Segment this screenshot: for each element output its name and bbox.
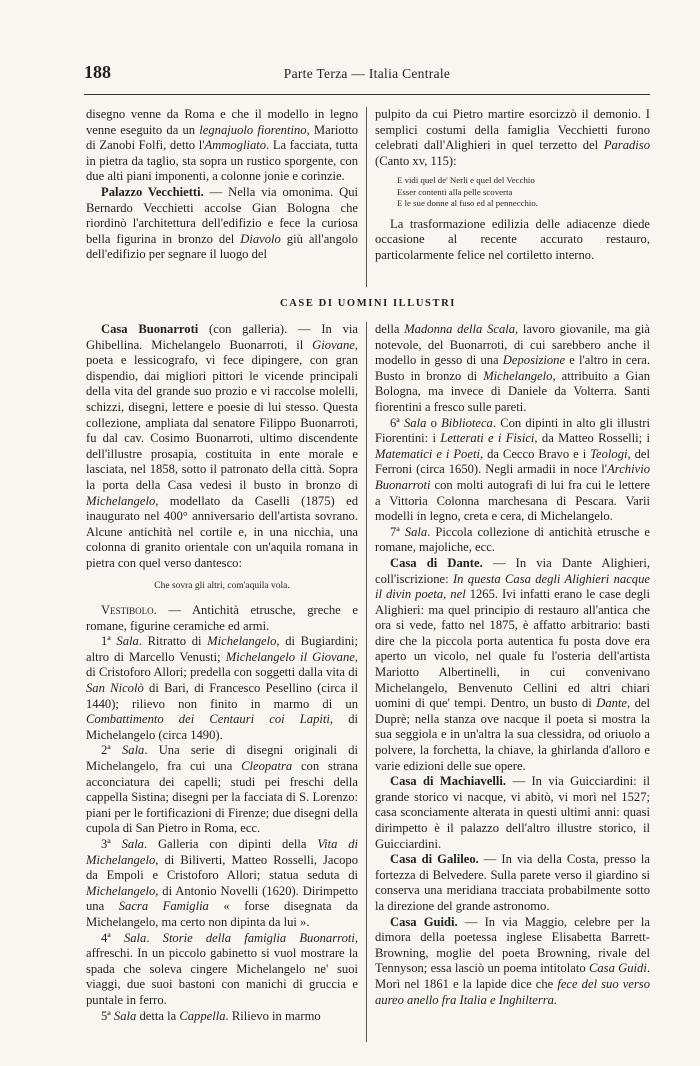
paragraph-sala-1: 1ª Sala. Ritratto di Michelangelo, di Bugiardini; altro di Marcello Venusti; Michelangelo il Giovane, di Cristoforo Allori; predella con soggetti dalla vita di San Nicolò di Bari, di Francesco Pesellino (circa il 1440); rilievo non finito in marmo di un Combattimento dei Centauri coi Lapiti, di Michelangelo (circa 1490). bbox=[86, 634, 358, 742]
bottom-left-column bbox=[86, 322, 358, 1024]
paragraph-sala-4: 4ª Sala. Storie della famiglia Buonarroti, affreschi. In un piccolo gabinetto si vuol mostrare la spada che soleva cingere Michelangelo ne' suoi viaggi, due suoi bastoni con manichi di gruccia e puntale in ferro. bbox=[86, 930, 359, 1007]
verse-quote bbox=[397, 175, 650, 209]
page-header bbox=[84, 62, 650, 86]
section-title: CASE DI UOMINI ILLUSTRI bbox=[280, 298, 456, 309]
paragraph-sala-5: 5ª Sala detta la Cappella. Rilievo in marmo bbox=[101, 1008, 321, 1023]
running-head: Parte Terza — Italia Centrale bbox=[283, 66, 451, 81]
verse-line: Esser contenti alla pelle scoverta bbox=[397, 186, 513, 197]
paragraph-casa-guidi: Casa Guidi. — In via Maggio, celebre per la dimora della poetessa inglese Elisabetta Barrett-Browning, moglie del poeta Browning, rivale del Tennyson; essa lasciò un poema intitolato Casa Guidi. Morì nel 1861 e la lapide dice che fece del suo verso aureo anello fra Italia e Inghilterra. bbox=[375, 914, 651, 1007]
paragraph-pulpito: pulpito da cui Pietro martire esorcizzò il demonio. I semplici costumi della famiglia Vecchietti furono celebrati dall'Alighieri in quel terzetto del Paradiso (Canto xv, 115): bbox=[375, 107, 650, 168]
paragraph-sala-6: 6ª Sala o Biblioteca. Con dipinti in alto gli illustri Fiorentini: i Letterati e i Fisici, da Matteo Rosselli; i Matematici e i Poeti, da Cecco Bravo e i Teologi, del Ferroni (circa 1650). Negli armadii in noce l'Archivio Buonarroti con molti autografi di lui fra cui le lettere a Vittoria Colonna marchesana di Pescara. Varii modelli in legno, creta e cera, di Michelangelo. bbox=[375, 415, 651, 524]
paragraph-sala-2: 2ª Sala. Una serie di disegni originali di Michelangelo, fra cui una Cleopatra con strana acconciatura dei capelli; studi pei freschi della cappella Sistina; disegni per la facciata di S. Lorenzo: piani per le fortificazioni di Firenze; due disegni della cupola di San Pietro in Roma, ecc. bbox=[86, 743, 359, 836]
top-left-column bbox=[86, 107, 358, 263]
header-rule bbox=[84, 94, 650, 95]
paragraph-trasformazione: La trasformazione edilizia delle adiacenze diede occasione al recente accurato restauro, particolarmente felice nel cortiletto interno. bbox=[375, 216, 650, 262]
paragraph-palazzo-vecchietti: Palazzo Vecchietti. — Nella via omonima. Qui Bernardo Vecchietti accolse Gian Bologna che riordinò l'architettura dell'edifizio e fece la curiosa bella figurina in bronzo del Diavolo giù all'angolo dell'edifizio per segnare il luogo del bbox=[86, 184, 358, 262]
paragraph-continuation-madonna: della Madonna della Scala, lavoro giovanile, ma già notevole, del Buonarroti, di cui sarebbero anche il modello in gesso di una Deposizione e l'altro in cera. Busto in bronzo di Michelangelo, attribuito a Gian Bologna, ma invece di Daniele da Volterra. Santi fiorentini a fresco sulle pareti. bbox=[375, 322, 651, 414]
paragraph-casa-di-galileo: Casa di Galileo. — In via della Costa, presso la fortezza di Belvedere. Sulla parete verso il giardino si conserva una meridiana tracciata probabilmente sotto la direzione del grande astronomo. bbox=[375, 852, 651, 913]
verse-line: E le sue donne al fuso ed al pennecchio. bbox=[397, 198, 538, 209]
column-divider-bottom bbox=[366, 322, 367, 1042]
paragraph-continuation: disegno venne da Roma e che il modello in legno venne eseguito da un legnajuolo fiorentino, Mariotto di Zanobi Folfi, detto l'Ammogliato. La facciata, tutta in pietra da taglio, sta sopra un rustico sporgente, con due alti piani imponenti, a colonne jonie e corinzie. bbox=[86, 107, 358, 184]
top-right-column bbox=[375, 107, 650, 263]
paragraph-vestibolo: Vestibolo. — Antichità etrusche, greche e romane, figurine ceramiche ed armi. bbox=[86, 603, 358, 633]
paragraph-casa-di-machiavelli: Casa di Machiavelli. — In via Guicciardini: il grande storico vi nacque, vi abitò, vi morì nel 1527; casa sconciamente alterata in questi ultimi anni: quasi dirimpetto è il palazzo dell'altro illustre storico, il Guicciardini. bbox=[375, 774, 651, 851]
epigraph: Che sovra gli altri, com'aquila vola. bbox=[154, 580, 290, 591]
page-number: 188 bbox=[84, 62, 111, 82]
paragraph-casa-di-dante: Casa di Dante. — In via Dante Alighieri, coll'iscrizione: In questa Casa degli Alighieri nacque il divin poeta, nel 1265. Ivi infatti erano le case degli Alighieri: ma quel principio di restauro all'antica che ora si vede, fatto nel 1875, è affatto arbitrario: basti dire che la piccola porta autentica fu posta dove era aperto un vicolo, nel quale fu l'osteria dell'artista Mariotto Albertinelli, in cui convenivano Michelangelo, Benvenuto Cellini ed altri chiari uomini di que' tempi. Dentro, un busto di Dante, del Duprè; nella stanza ove nacque il poeta si mostra la sua seggiola e in un'altra la sua clessidra, od oriuolo a polvere, la forchetta, la chiave, la ghirlanda d'alloro e varie edizioni delle sue opere. bbox=[375, 555, 651, 773]
verse-line: E vidi quel de' Nerli e quel del Vecchio bbox=[397, 175, 535, 186]
paragraph-sala-7: 7ª Sala. Piccola collezione di antichità etrusche e romane, majoliche, ecc. bbox=[375, 524, 650, 555]
bottom-right-column bbox=[375, 322, 650, 1008]
paragraph-casa-buonarroti: Casa Buonarroti (con galleria). — In via Ghibellina. Michelangelo Buonarroti, il Giovane, poeta e lessicografo, vi fece dipingere, con gran dispendio, dai migliori pittori le vicende principali della vita del grande suo prozio e vi raccolse molelli, schizzi, disegni, lettere e poesie di lui stesso. Questa collezione, ampliata dal senatore Filippo Buonarroti, fu dal cav. Cosimo Buonarroti, ultimo discendente dell'illustre prosapia, costituita in ente morale e lasciata, nel 1858, sotto il patronato della città. Sopra la porta della Casa vedesi il busto in bronzo di Michelangelo, modellato da Caselli (1875) ed inaugurato nel 400° anniversario dell'artista sovrano. Alcune antichità nel cortile e, in una nicchia, una colonna di granito orientale con un'aquila romana in pietra con quel verso dantesco: bbox=[86, 322, 358, 570]
paragraph-sala-3: 3ª Sala. Galleria con dipinti della Vita di Michelangelo, di Biliverti, Matteo Rosselli, Jacopo da Empoli e Cristoforo Allori; statua seduta di Michelangelo, di Antonio Novelli (1620). Dirimpetto una Sacra Famiglia « forse disegnata da Michelangelo, ma certo non dipinta da lui ». bbox=[86, 837, 358, 929]
column-divider-top bbox=[366, 107, 367, 287]
